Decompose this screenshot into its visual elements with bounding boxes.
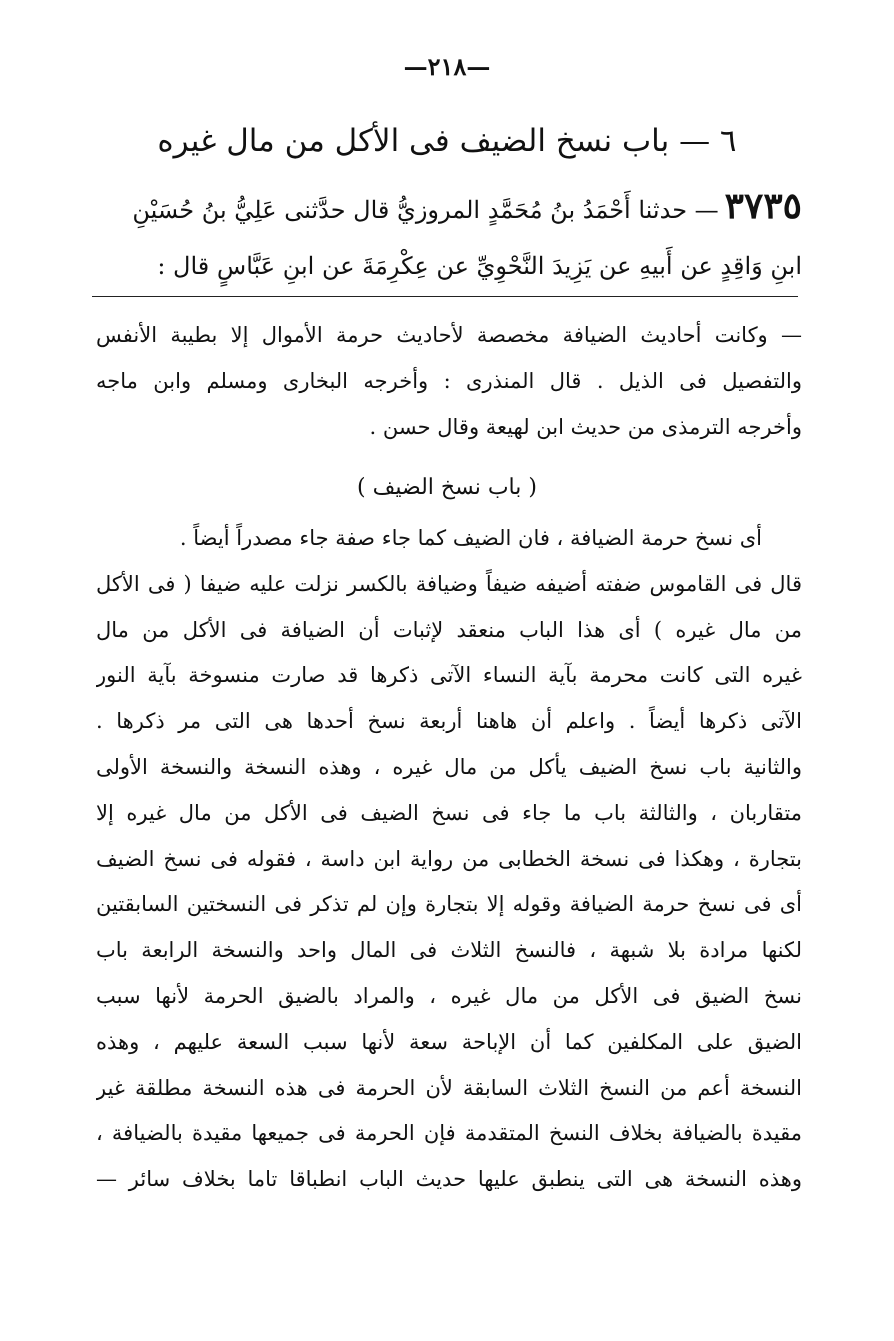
body-line: مقيدة بالضيافة بخلاف النسخ المتقدمة فإن الحرمة فى جميعها مقيدة بالضيافة ، [96, 1121, 802, 1146]
body-line: أى فى نسخ حرمة الضيافة وقوله إلا بتجارة وإن لم تذكر فى النسختين السابقتين [96, 892, 802, 917]
body-line: الآتى ذكرها أيضاً . واعلم أن هاهنا أربعة نسخ أحدها هى التى مر ذكرها . [96, 709, 802, 734]
body-text [96, 516, 802, 1203]
body-line: متقاربان ، والثالثة باب ما جاء فى نسخ الضيف فى الأكل من مال غيره إلا [96, 800, 802, 825]
body-line: والثانية باب نسخ الضيف يأكل من مال غيره ، وهذه النسخة والنسخة الأولى [96, 754, 802, 779]
body-line: قال فى القاموس ضفته أضيفه ضيفاً وضيافة بالكسر نزلت عليه ضيفا ( فى الأكل [96, 571, 802, 596]
body-line: لكنها مرادة بلا شبهة ، فالنسخ الثلاث فى المال واحد والنسخة الرابعة باب [96, 938, 802, 963]
commentary-line: — وكانت أحاديث الضيافة مخصصة لأحاديث حرمة الأموال إلا بطيبة الأنفس [96, 323, 802, 347]
hadith-block [112, 178, 802, 294]
body-line: أى نسخ حرمة الضيافة ، فان الضيف كما جاء صفة جاء مصدراً أيضاً . [179, 526, 762, 550]
hadith-line-text: — حدثنا أَحْمَدُ بنُ مُحَمَّدٍ المروزيُّ قال حدَّثنى عَلِيُّ بنُ حُسَيْنِ [132, 196, 719, 224]
section-subheading: ( باب نسخ الضيف ) [357, 475, 537, 500]
body-line: بتجارة ، وهكذا فى نسخة الخطابى من رواية ابن داسة ، فقوله فى نسخ الضيف [96, 846, 802, 871]
body-line: نسخ الضيق فى الأكل من مال غيره ، والمراد بالضيق الحرمة لأنها سبب [96, 983, 802, 1008]
body-line: وهذه النسخة هى التى ينطبق عليها حديث الباب انطباقا تاما بخلاف سائر — [96, 1167, 802, 1192]
body-line: الضيق على المكلفين كما أن الإباحة سعة لأنها سبب السعة عليهم ، وهذه [96, 1029, 802, 1054]
page-number: —٢١٨— [403, 52, 491, 81]
hadith-line [112, 178, 802, 238]
commentary-line: وأخرجه الترمذى من حديث ابن لهيعة وقال حسن . [369, 415, 802, 439]
commentary-line: والتفصيل فى الذيل . قال المنذرى : وأخرجه البخارى ومسلم وابن ماجه [96, 369, 802, 393]
body-line: النسخة أعم من النسخ الثلاث السابقة لأن الحرمة فى هذه النسخة مطلقة غير [96, 1075, 802, 1100]
body-line: من مال غيره ) أى هذا الباب منعقد لإثبات أن الضيافة فى الأكل من مال [96, 617, 802, 642]
hadith-number: ٣٧٣٥ [724, 185, 802, 227]
chapter-title: ٦ — باب نسخ الضيف فى الأكل من مال غيره [157, 123, 737, 159]
hadith-line: ابنِ وَاقِدٍ عن أَبيهِ عن يَزِيدَ النَّحْوِيِّ عن عِكْرِمَةَ عن ابنِ عَبَّاسٍ قال : [157, 252, 802, 280]
commentary-block [96, 312, 802, 450]
body-line: غيره التى كانت محرمة بآية النساء الآتى ذكرها قد صارت منسوخة بآية النور [96, 663, 802, 688]
footnote-divider [92, 296, 798, 297]
